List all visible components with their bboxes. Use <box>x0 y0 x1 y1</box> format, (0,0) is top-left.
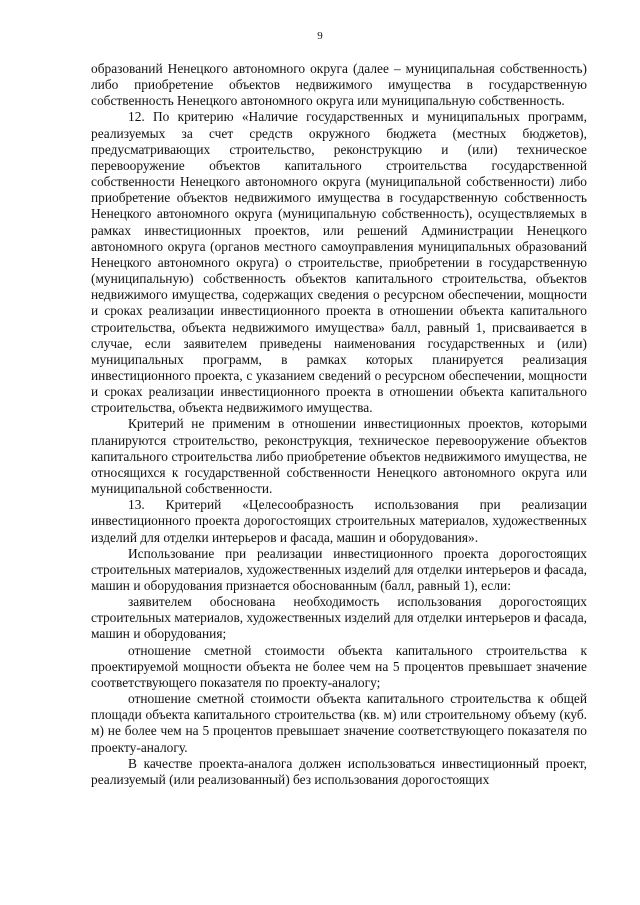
paragraph-usage-justified: Использование при реализации инвестиционного проекта дорогостоящих строительных материалов, художественных изделий для отделки интерьеров и фасада, машин и оборудования признается обоснованным (балл, равный 1), если: <box>91 545 587 593</box>
paragraph-item-12: 12. По критерию «Наличие государственных и муниципальных программ, реализуемых за счет средств окружного бюджета (местных бюджетов), предусматривающих строительство, реконструкцию и (или) техническое перевооружение объектов капитального строительства государственной собственности Ненецкого автономного округа (муниципальной собственности) либо приобретение объектов недвижимого имущества в государственную собственность Ненецкого автономного округа (муниципальную собственность), осуществляемых в рамках инвестиционных проектов, или решений Администрации Ненецкого автономного округа (органов местного самоуправления муниципальных образований Ненецкого автономного округа) о строительстве, приобретении в государственную (муниципальную) собственность объектов капитального строительства, объектов недвижимого имущества, содержащих сведения о ресурсном обеспечении, мощности и сроках реализации инвестиционного проекта в отношении объекта капитального строительства, объекта недвижимого имущества» балл, равный 1, присваивается в случае, если заявителем приведены наименования государственных и (или) муниципальных программ, в рамках которых планируется реализация инвестиционного проекта, с указанием сведений о ресурсном обеспечении, мощности и сроках реализации инвестиционного проекта в отношении объекта капитального строительства, объекта недвижимого имущества. <box>91 109 587 416</box>
paragraph-condition-2: отношение сметной стоимости объекта капитального строительства к проектируемой мощности объекта не более чем на 5 процентов превышает значение соответствующего показателя по проекту-аналогу; <box>91 642 587 690</box>
paragraph-condition-1: заявителем обоснована необходимость использования дорогостоящих строительных материалов, художественных изделий для отделки интерьеров и фасада, машин и оборудования; <box>91 594 587 642</box>
paragraph-analog-project: В качестве проекта-аналога должен использоваться инвестиционный проект, реализуемый (или реализованный) без использования дорогостоящих <box>91 755 587 787</box>
paragraph-item-13: 13. Критерий «Целесообразность использования при реализации инвестиционного проекта дорогостоящих строительных материалов, художественных изделий для отделки интерьеров и фасада, машин и оборудования». <box>91 497 587 545</box>
paragraph-condition-3: отношение сметной стоимости объекта капитального строительства к общей площади объекта капитального строительства (кв. м) или строительному объему (куб. м) не более чем на 5 процентов превышает значение соответствующего показателя по проекту-аналогу. <box>91 691 587 755</box>
paragraph-continuation: образований Ненецкого автономного округа (далее – муниципальная собственность) либо приобретение объектов недвижимого имущества в государственную собственность Ненецкого автономного округа или муниципальную собственность. <box>91 61 587 109</box>
document-body <box>91 61 587 788</box>
page-number: 9 <box>317 30 323 42</box>
paragraph-criterion-not-applicable: Критерий не применим в отношении инвестиционных проектов, которыми планируются строительство, реконструкция, техническое перевооружение объектов капитального строительства либо приобретение объектов недвижимого имущества, не относящихся к государственной собственности Ненецкого автономного округа или муниципальной собственности. <box>91 416 587 497</box>
